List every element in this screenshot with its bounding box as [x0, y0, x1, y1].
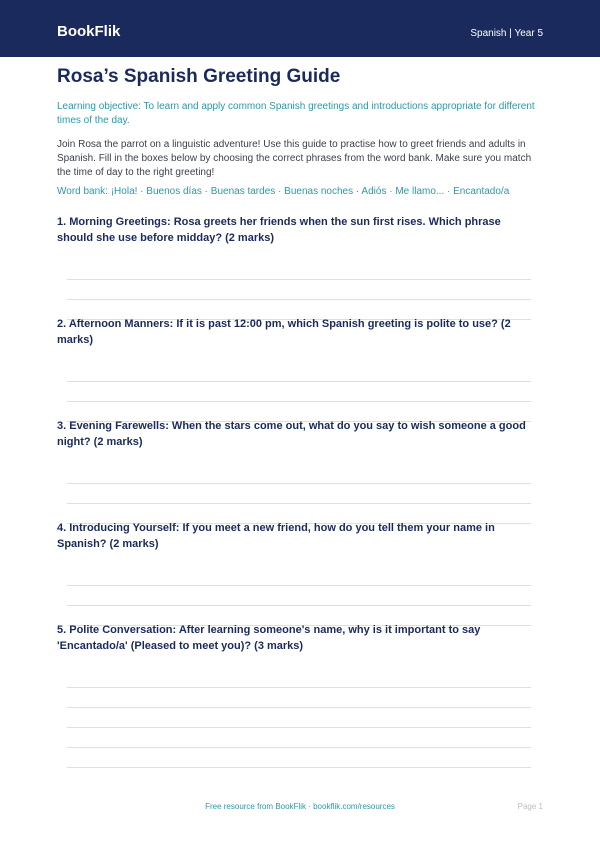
answer-line[interactable] — [67, 707, 531, 708]
page-title: Rosa’s Spanish Greeting Guide — [57, 66, 341, 87]
answer-line[interactable] — [67, 503, 531, 504]
page-number: Page 1 — [517, 802, 543, 811]
answer-line[interactable] — [67, 401, 531, 402]
question-5: 5. Polite Conversation: After learning someone's name, why is it important to say 'Encantado/a' (Pleased to meet you)? (3 marks) — [57, 624, 481, 652]
answer-line[interactable] — [67, 747, 531, 748]
answer-line[interactable] — [67, 483, 531, 484]
answer-line[interactable] — [67, 381, 531, 382]
word-bank: Word bank: ¡Hola! · Buenos días · Buenas tardes · Buenas noches · Adiós · Me llamo... · Encantado/a — [57, 186, 510, 197]
question-4: 4. Introducing Yourself: If you meet a new friend, how do you tell them your name in Spanish? (2 marks) — [57, 522, 495, 550]
answer-line[interactable] — [67, 299, 531, 300]
intro-paragraph: Join Rosa the parrot on a linguistic adventure! Use this guide to practise how to greet friends and adults in Spanish. Fill in the boxes below by choosing the correct phrases from the word bank. Make sure you match the time of day to the right greeting! — [57, 139, 532, 178]
answer-line[interactable] — [67, 767, 531, 768]
question-2: 2. Afternoon Manners: If it is past 12:00 pm, which Spanish greeting is polite to use? (2 marks) — [57, 318, 511, 346]
answer-line[interactable] — [67, 279, 531, 280]
footer-source-link[interactable]: Free resource from BookFlik · bookflik.com/resources — [205, 802, 395, 811]
answer-line[interactable] — [67, 585, 531, 586]
answer-line[interactable] — [67, 605, 531, 606]
answer-line[interactable] — [67, 687, 531, 688]
answer-line[interactable] — [67, 727, 531, 728]
subject-label: Spanish | Year 5 — [470, 28, 543, 39]
header-bar — [0, 0, 600, 57]
question-3: 3. Evening Farewells: When the stars come out, what do you say to wish someone a good night? (2 marks) — [57, 420, 526, 448]
question-1: 1. Morning Greetings: Rosa greets her friends when the sun first rises. Which phrase should she use before midday? (2 marks) — [57, 216, 501, 244]
learning-objective: Learning objective: To learn and apply common Spanish greetings and introductions appropriate for different times of the day. — [57, 101, 535, 126]
brand-logo[interactable]: BookFlik — [57, 23, 121, 40]
